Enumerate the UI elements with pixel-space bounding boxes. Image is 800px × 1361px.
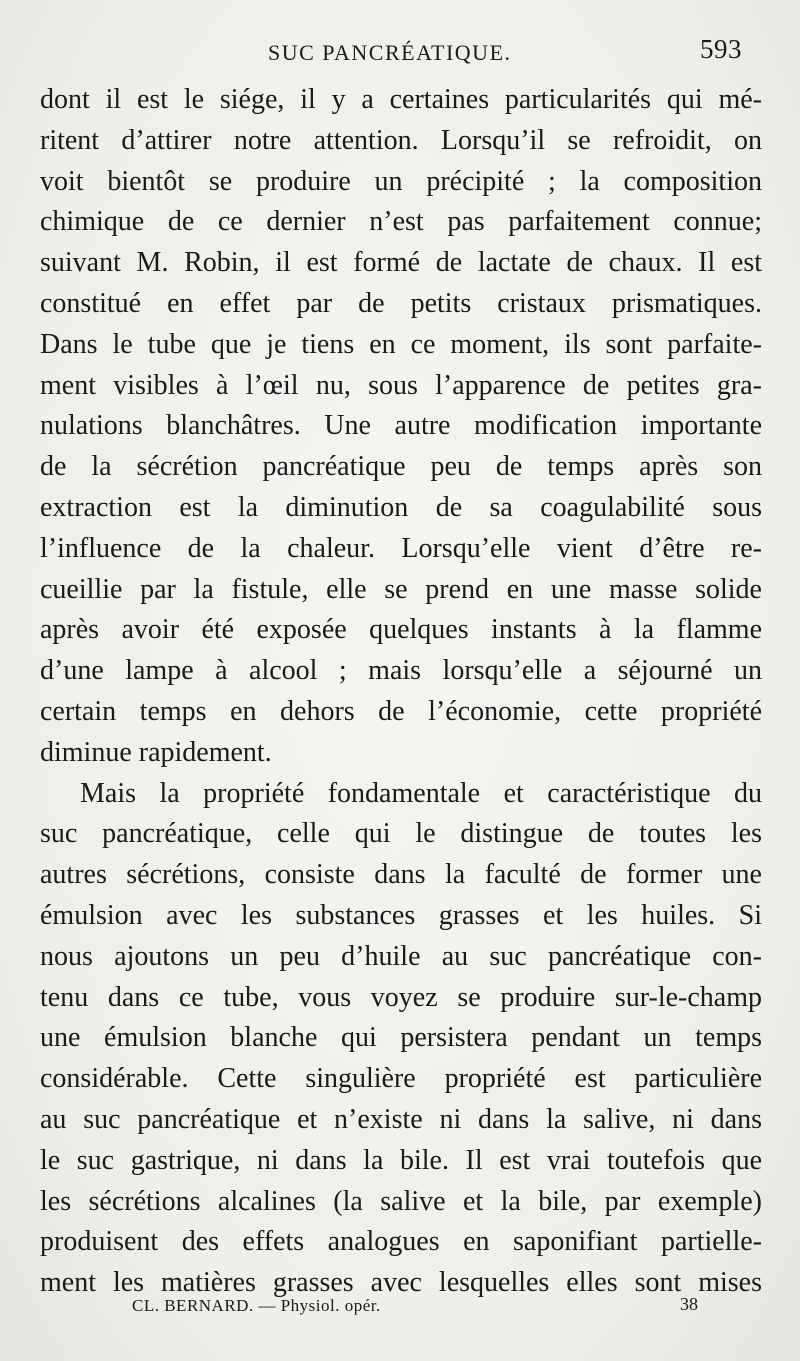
- text-line: d’une lampe à alcool ; mais lorsqu’elle a séjourné un: [40, 655, 762, 687]
- text-line: de la sécrétion pancréatique peu de temps après son: [40, 451, 762, 483]
- text-line: ment visibles à l’œil nu, sous l’apparence de petites gra-: [40, 369, 762, 401]
- text-line: ment les matières grasses avec lesquelles elles sont mises: [40, 1267, 762, 1299]
- running-head: [0, 32, 800, 72]
- text-line: Dans le tube que je tiens en ce moment, ils sont parfaite-: [40, 328, 762, 360]
- text-line: suc pancréatique, celle qui le distingue de toutes les: [40, 818, 762, 850]
- text-line: les sécrétions alcalines (la salive et la bile, par exemple): [40, 1185, 762, 1217]
- signature-mark: 38: [680, 1294, 698, 1314]
- text-line: nulations blanchâtres. Une autre modification importante: [40, 410, 762, 442]
- text-line: suivant M. Robin, il est formé de lactate de chaux. Il est: [40, 247, 762, 279]
- text-line: au suc pancréatique et n’existe ni dans la salive, ni dans: [40, 1103, 762, 1135]
- text-line: émulsion avec les substances grasses et les huiles. Si: [40, 899, 762, 931]
- text-line: cueillie par la fistule, elle se prend en une masse solide: [40, 573, 762, 605]
- page-number: 593: [700, 34, 742, 64]
- text-line: tenu dans ce tube, vous voyez se produire sur-le-champ: [40, 981, 762, 1013]
- text-line: voit bientôt se produire un précipité ; la composition: [40, 165, 762, 197]
- text-line: une émulsion blanche qui persistera pendant un temps: [40, 1022, 762, 1054]
- text-line: après avoir été exposée quelques instants à la flamme: [40, 614, 762, 646]
- text-line: certain temps en dehors de l’économie, cette propriété: [40, 695, 762, 727]
- text-line: le suc gastrique, ni dans la bile. Il est vrai toutefois que: [40, 1144, 762, 1176]
- text-line: considérable. Cette singulière propriété est particulière: [40, 1063, 762, 1095]
- body-text: [40, 80, 762, 1304]
- page-footer: [0, 1292, 800, 1322]
- paragraph-last-line: diminue rapidement.: [40, 736, 272, 768]
- text-line: constitué en effet par de petits cristaux prismatiques.: [40, 287, 762, 319]
- text-line: l’influence de la chaleur. Lorsqu’elle vient d’être re-: [40, 532, 762, 564]
- paragraph-first-line: Mais la propriété fondamentale et caractéristique du: [80, 777, 762, 809]
- footer-text: CL. BERNARD. — Physiol. opér.: [132, 1296, 381, 1315]
- text-line: autres sécrétions, consiste dans la faculté de former une: [40, 859, 762, 891]
- running-title: SUC PANCRÉATIQUE.: [268, 40, 512, 65]
- text-line: chimique de ce dernier n’est pas parfaitement connue;: [40, 206, 762, 238]
- text-line: dont il est le siége, il y a certaines particularités qui mé-: [40, 84, 762, 115]
- text-line: ritent d’attirer notre attention. Lorsqu’il se refroidit, on: [40, 124, 762, 156]
- text-line: nous ajoutons un peu d’huile au suc pancréatique con-: [40, 940, 762, 972]
- text-line: produisent des effets analogues en saponifiant partielle-: [40, 1226, 762, 1258]
- text-line: extraction est la diminution de sa coagulabilité sous: [40, 491, 762, 523]
